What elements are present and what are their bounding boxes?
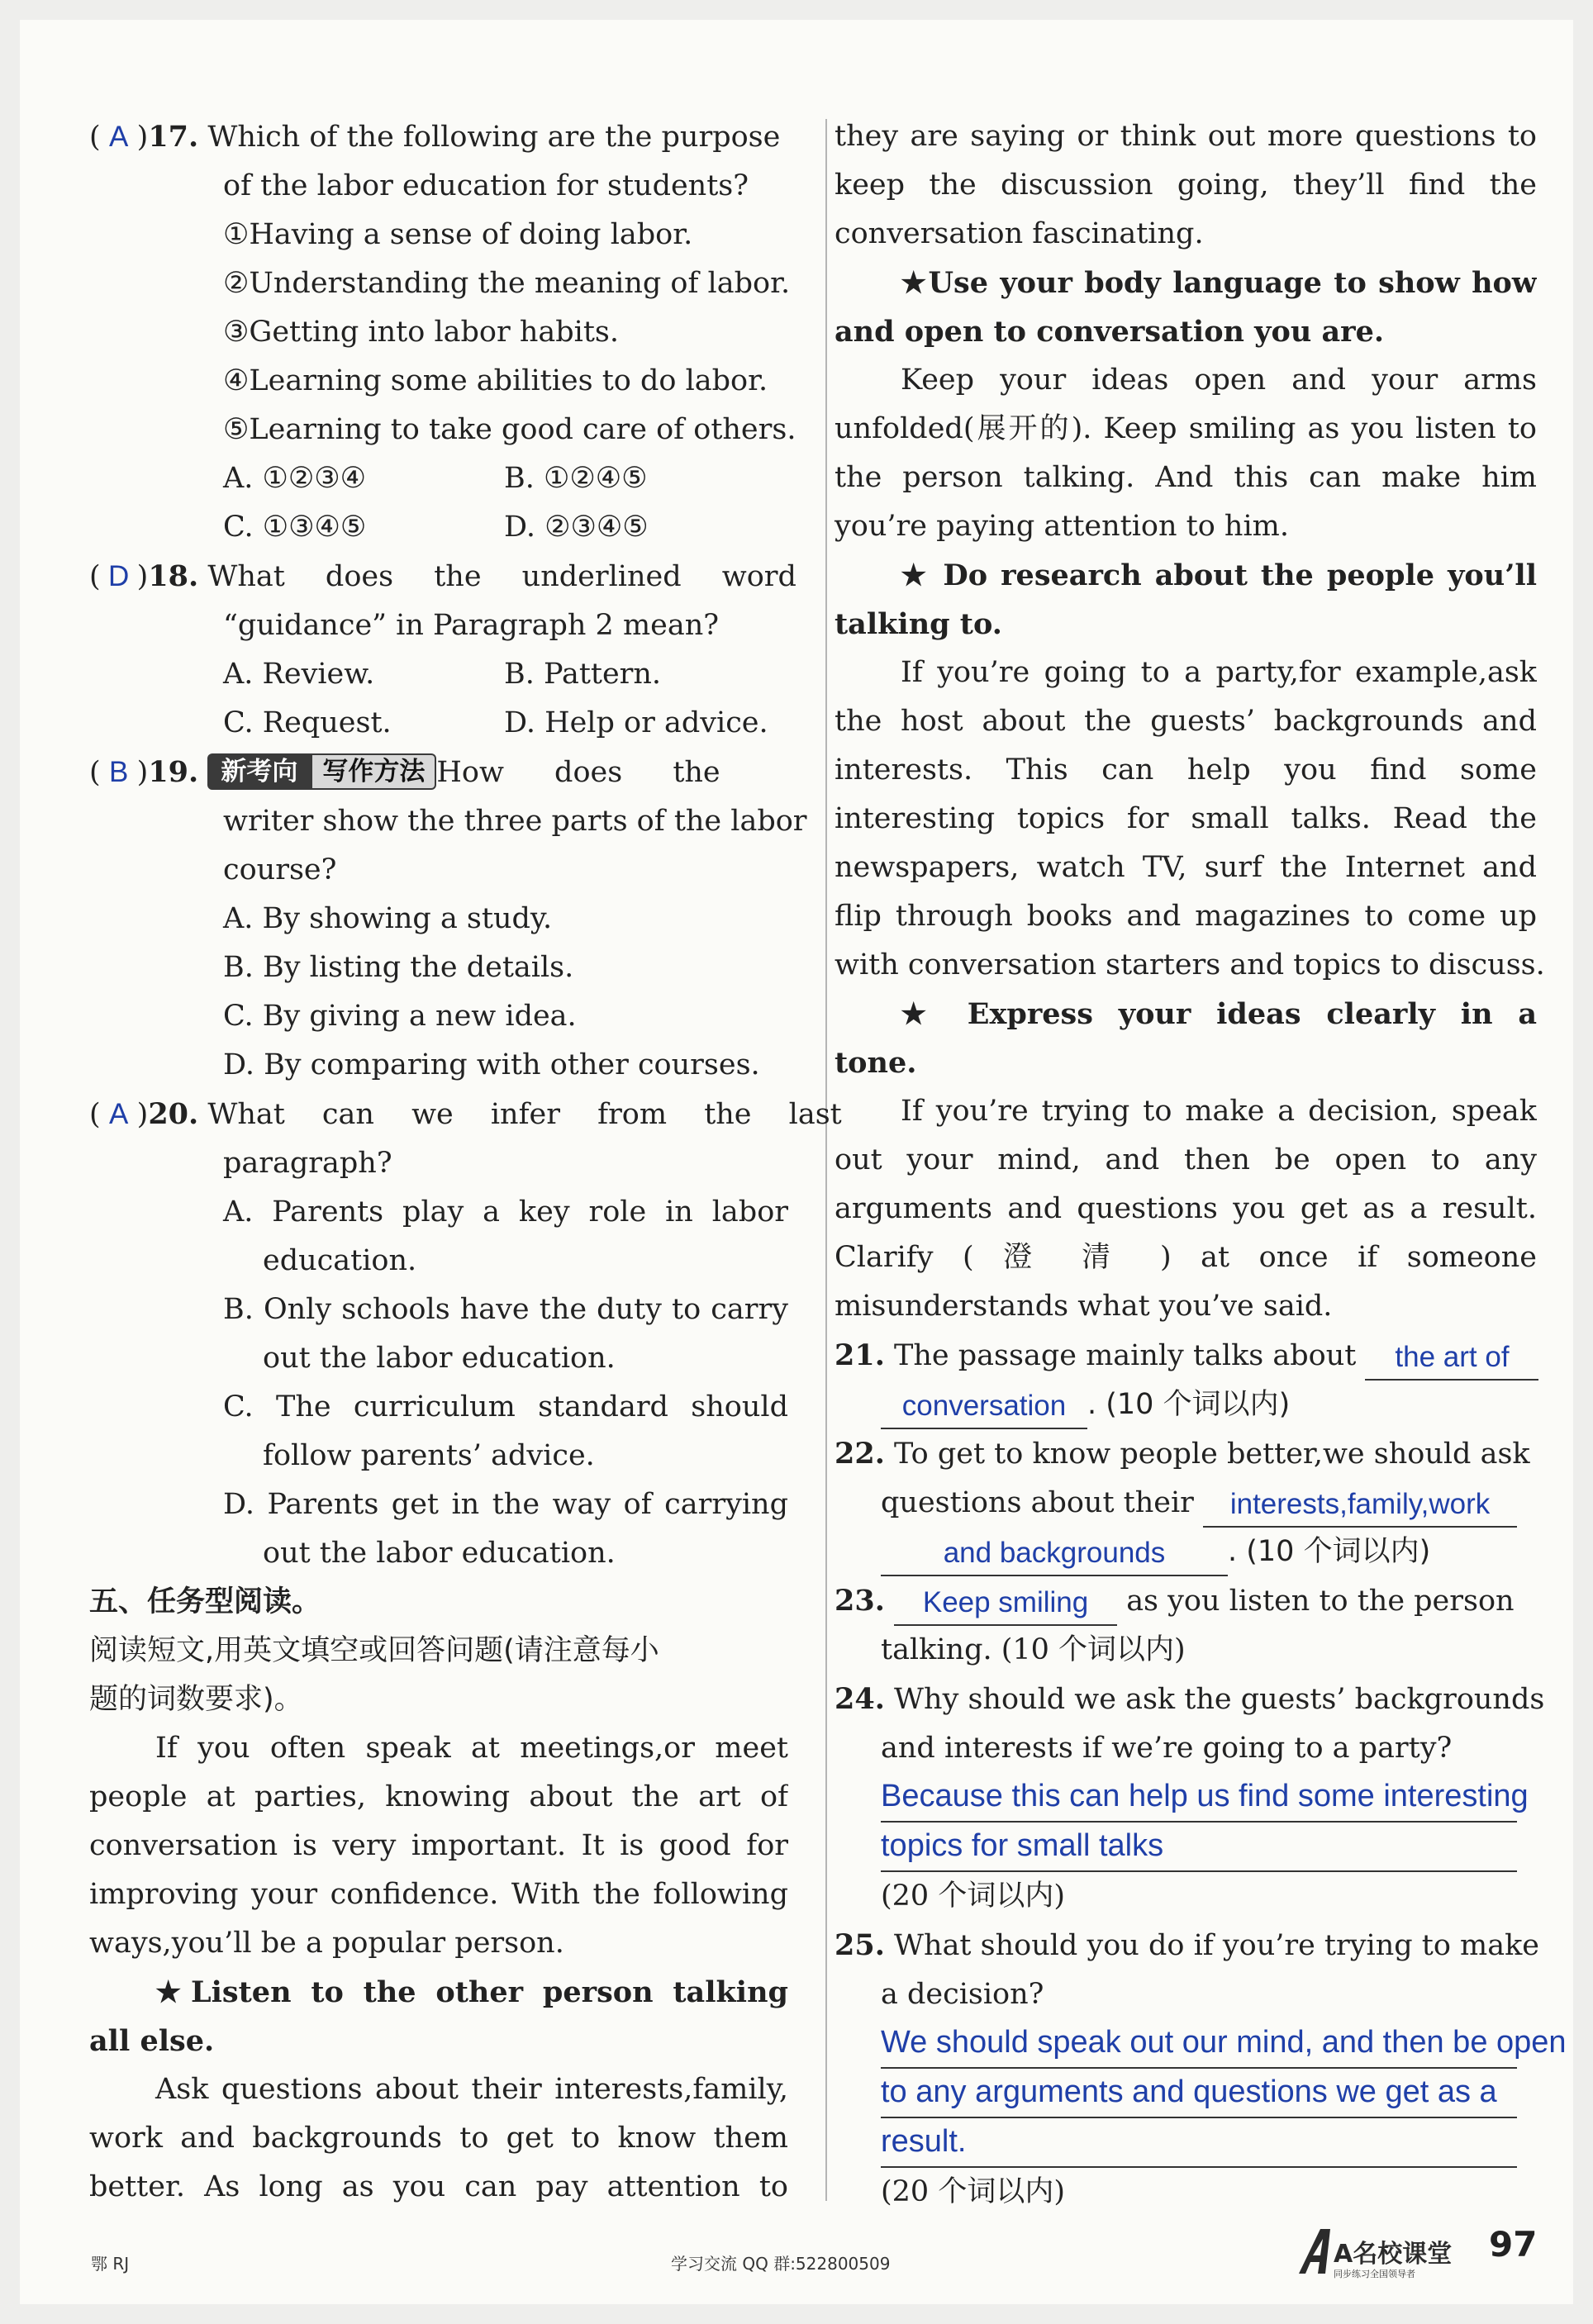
- section-instruction: 阅读短文,用英文填空或回答问题(请注意每小: [89, 1634, 659, 1667]
- q20-option-a-cont: education.: [263, 1244, 417, 1277]
- q18-stem: ( D )18. What does the underlined word: [89, 552, 788, 601]
- footer-edition: 鄂 RJ: [91, 2254, 130, 2274]
- section-title: 五、任务型阅读。: [89, 1585, 321, 1618]
- q18-option-d: D. Help or advice.: [504, 706, 768, 739]
- q18-options-cd: [89, 699, 788, 748]
- left-column: [89, 112, 842, 2212]
- new-trend-badge: 新考向 写作方法: [207, 753, 436, 790]
- q17-option-c: C. ①③④⑤: [223, 511, 367, 544]
- q18-option-a: A. Review.: [223, 658, 375, 691]
- q22: 22. To get to know people better,we should ask: [835, 1437, 1530, 1471]
- q23: 23. Keep smiling as you listen to the person: [835, 1576, 1537, 1626]
- q20-option-a: A. Parents play a key role in labor: [223, 1195, 788, 1229]
- passage-p4-line: newspapers, watch TV, surf the Internet and: [835, 851, 1537, 884]
- q17-option-b: B. ①②④⑤: [504, 462, 648, 495]
- passage-p2-line: work and backgrounds to get to know them: [89, 2122, 788, 2155]
- passage-p2-line: they are saying or think out more questions to: [835, 120, 1537, 153]
- passage-p3-line: Keep your ideas open and your arms: [901, 364, 1537, 397]
- q21-answer-blank-2: conversation: [881, 1385, 1087, 1429]
- q17-stem-line2: of the labor education for students?: [223, 169, 749, 202]
- q19-option-a: A. By showing a study.: [223, 902, 553, 935]
- q17-item-1: ①Having a sense of doing labor.: [223, 218, 693, 251]
- q24-word-limit: (20 个词以内): [881, 1880, 1065, 1913]
- passage-p4-line: flip through books and magazines to come up: [835, 900, 1537, 933]
- logo-text: A名校课堂: [1334, 2240, 1453, 2269]
- passage-p4-line: If you’re going to a party,for example,ask: [901, 656, 1537, 689]
- q18-stem-line2: “guidance” in Paragraph 2 mean?: [223, 609, 720, 642]
- tip-heading-4-cont: tone.: [835, 1046, 917, 1080]
- passage-p3-line: you’re paying attention to him.: [835, 510, 1289, 543]
- q18-answer: D: [108, 560, 130, 592]
- q21-cont: conversation . (10 个词以内): [835, 1381, 1537, 1429]
- logo-mark-icon: [1296, 2226, 1461, 2280]
- q17-item-5: ⑤Learning to take good care of others.: [223, 413, 796, 446]
- tip-heading-1-cont: all else.: [89, 2024, 215, 2058]
- q17-item-2: ②Understanding the meaning of labor.: [223, 267, 791, 300]
- passage-p4-line: interests. This can help you find some: [835, 753, 1537, 787]
- q19-option-d: D. By comparing with other courses.: [223, 1048, 760, 1081]
- q18-option-c: C. Request.: [223, 706, 392, 739]
- q17-options-cd: [89, 503, 788, 552]
- page-number: 97: [1489, 2224, 1538, 2265]
- q22-cont2: and backgrounds . (10 个词以内): [835, 1528, 1537, 1576]
- q21: 21. The passage mainly talks about the art of: [835, 1331, 1537, 1381]
- passage-p5-line: If you’re trying to make a decision, speak: [901, 1095, 1537, 1128]
- q25-answer-line-1: We should speak out our mind, and then be open: [881, 2019, 1517, 2069]
- publisher-logo: [1296, 2226, 1461, 2280]
- passage-p2-line: Ask questions about their interests,family,: [155, 2073, 788, 2106]
- q20-stem-line2: paragraph?: [223, 1147, 392, 1180]
- q21-answer-blank: the art of: [1365, 1336, 1538, 1381]
- q18-option-b: B. Pattern.: [504, 658, 662, 691]
- q25: 25. What should you do if you’re trying to make: [835, 1928, 1540, 1962]
- q19-option-c: C. By giving a new idea.: [223, 1000, 577, 1033]
- q17-answer: A: [108, 121, 129, 153]
- passage-p5-line: out your mind, and then be open to any: [835, 1143, 1537, 1176]
- q23-cont: talking. (10 个词以内): [881, 1633, 1186, 1666]
- q22-answer-blank: interests,family,work: [1203, 1483, 1517, 1528]
- q24: 24. Why should we ask the guests’ backgrounds: [835, 1682, 1545, 1716]
- q17-item-3: ③Getting into labor habits.: [223, 316, 619, 349]
- q19-stem: ( B )19. 新考向 写作方法 How does the: [89, 748, 788, 797]
- q20-option-d-cont: out the labor education.: [263, 1537, 616, 1570]
- passage-p2-line: better. As long as you can pay attention to: [89, 2170, 788, 2203]
- q24-answer-line-2: topics for small talks: [881, 1823, 1517, 1872]
- q19-option-b: B. By listing the details.: [223, 951, 574, 984]
- passage-p2-line: conversation fascinating.: [835, 217, 1204, 250]
- tip-heading-2-cont: and open to conversation you are.: [835, 315, 1385, 349]
- passage-p3-line: the person talking. And this can make him: [835, 461, 1537, 494]
- q23-answer-blank: Keep smiling: [894, 1581, 1117, 1626]
- q19-stem-line2: writer show the three parts of the labor: [223, 805, 807, 838]
- q17-options-ab: [89, 454, 788, 503]
- q18-options-ab: [89, 650, 788, 699]
- passage-p5-line: Clarify ( 澄 清 ) at once if someone: [835, 1241, 1537, 1274]
- q20-option-c: C. The curriculum standard should: [223, 1390, 788, 1423]
- q25-answer-line-3: result.: [881, 2118, 1517, 2168]
- q24-cont: and interests if we’re going to a party?: [881, 1732, 1453, 1765]
- workbook-page: [20, 20, 1573, 2304]
- tip-heading-4: ★ Express your ideas clearly in a: [901, 997, 1537, 1031]
- q20-answer: A: [108, 1098, 129, 1130]
- passage-p1-line: improving your confidence. With the following: [89, 1878, 788, 1911]
- q22-answer-blank-2: and backgrounds: [881, 1532, 1228, 1576]
- tip-heading-3-cont: talking to.: [835, 607, 1002, 641]
- section-instruction-cont: 题的词数要求)。: [89, 1683, 303, 1716]
- tip-heading-1: ★Listen to the other person talking: [155, 1975, 788, 2009]
- q17-item-4: ④Learning some abilities to do labor.: [223, 364, 768, 397]
- passage-p4-line: with conversation starters and topics to discuss.: [835, 948, 1545, 981]
- q17-option-a: A. ①②③④: [223, 462, 367, 495]
- q19-stem-line3: course?: [223, 853, 337, 886]
- q19-answer: B: [108, 756, 129, 788]
- passage-p1-line: ways,you’ll be a popular person.: [89, 1927, 564, 1960]
- passage-p1-line: people at parties, knowing about the art of: [89, 1780, 788, 1813]
- q20-option-d: D. Parents get in the way of carrying: [223, 1488, 788, 1521]
- passage-p4-line: interesting topics for small talks. Read the: [835, 802, 1537, 835]
- tip-heading-3: ★ Do research about the people you’ll: [901, 558, 1537, 592]
- passage-p1-line: conversation is very important. It is good for: [89, 1829, 788, 1862]
- q24-answer-line-1: Because this can help us find some interesting: [881, 1773, 1517, 1823]
- q25-cont: a decision?: [881, 1978, 1044, 2011]
- passage-p3-line: unfolded(展开的). Keep smiling as you listen to: [835, 412, 1537, 445]
- q20-option-b: B. Only schools have the duty to carry: [223, 1293, 788, 1326]
- logo-subtitle: 同步练习全国领导者: [1334, 2269, 1415, 2279]
- passage-p1-line: If you often speak at meetings,or meet: [155, 1732, 788, 1765]
- passage-p5-line: misunderstands what you’ve said.: [835, 1290, 1333, 1323]
- passage-p2-line: keep the discussion going, they’ll find the: [835, 169, 1537, 202]
- q20-stem: ( A )20. What can we infer from the last: [89, 1090, 788, 1139]
- tip-heading-2: ★Use your body language to show how: [901, 266, 1537, 300]
- q20-option-b-cont: out the labor education.: [263, 1342, 616, 1375]
- q17-option-d: D. ②③④⑤: [504, 511, 649, 544]
- q20-option-c-cont: follow parents’ advice.: [263, 1439, 595, 1472]
- column-divider: [825, 119, 827, 2201]
- right-column: [835, 112, 1567, 2217]
- q22-cont: questions about their interests,family,work: [835, 1479, 1537, 1528]
- footer-qq-group: 学习交流 QQ 群:522800509: [671, 2254, 891, 2274]
- passage-p4-line: the host about the guests’ backgrounds and: [835, 705, 1537, 738]
- q25-answer-line-2: to any arguments and questions we get as a: [881, 2069, 1517, 2118]
- passage-p5-line: arguments and questions you get as a result.: [835, 1192, 1537, 1225]
- q25-word-limit: (20 个词以内): [881, 2175, 1065, 2208]
- q17-stem: ( A )17. Which of the following are the purpose: [89, 112, 788, 162]
